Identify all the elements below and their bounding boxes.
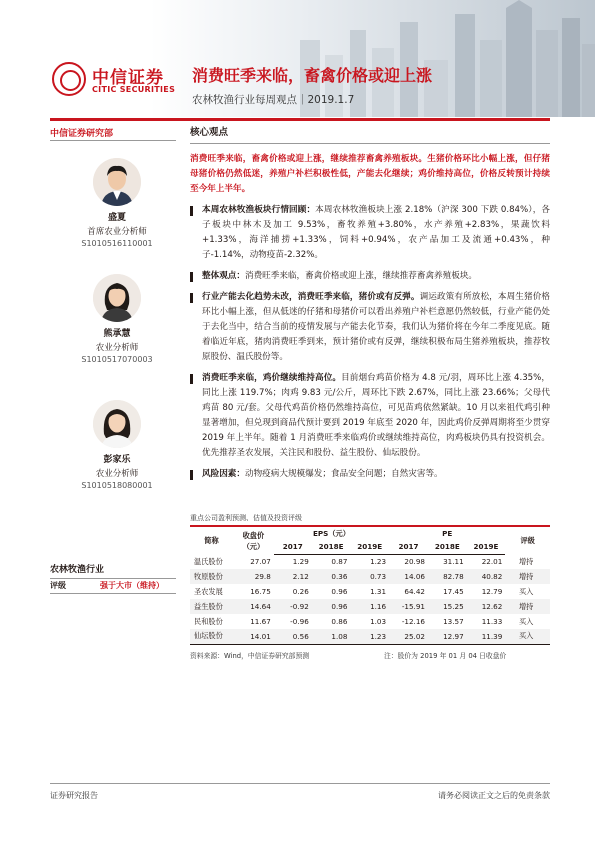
analyst-title: 首席农业分析师	[87, 227, 147, 237]
core-views-title: 核心观点	[190, 124, 550, 144]
paragraph-text: 目前烟台鸡苗价格为 4.8 元/羽，周环比上涨 4.35%，同比上涨 119.7%；肉鸡 9.83 元/公斤，周环比下跌 2.67%，同比上涨 23.66%；父母代鸡苗 80 元/套。父母代鸡苗价格仍然维持高位，可见苗鸡依然紧缺。10 月以来祖代鸡引种显著增加，但兑现到商品代预计要到 2019 年底至 2020 年，因此鸡价反弹周期将至少贯穿 2019 年上半年。随着 1 月消费旺季来临鸡价或继续维持高位，肉鸡板块仍具有投资机会。优先推荐圣农发展，关注民和股份、益生股份、仙坛股份。	[202, 373, 550, 458]
eps-cell: 0.36	[312, 569, 351, 584]
table-row	[190, 584, 550, 599]
research-department: 中信证券研究部	[50, 129, 114, 139]
core-summary: 消费旺季来临，畜禽价格或迎上涨，继续推荐畜禽养殖板块。生猪价格环比小幅上涨，但仔猪母猪价格仍然低迷，养殖户补栏积极性低，产能去化继续；鸡价维持高位，价格反转预计持续至今年上半年。	[190, 154, 550, 194]
rating-label: 评级	[50, 581, 66, 590]
paragraph-lead: 风险因素：	[202, 469, 245, 479]
footer-report-type: 证券研究报告	[50, 791, 98, 800]
company-name-cell: 仙坛股份	[190, 629, 233, 644]
paragraph-lead: 本周农林牧渔板块行情回顾：	[202, 205, 316, 215]
paragraph-lead: 行业产能去化趋势未改，消费旺季来临，猪价或有反弹。	[202, 292, 420, 302]
analyst-card	[54, 400, 180, 490]
pe-cell: 12.62	[467, 599, 506, 614]
analyst-title: 农业分析师	[95, 343, 139, 353]
pe-cell: 25.02	[389, 629, 428, 644]
industry-rating	[50, 580, 176, 591]
price-cell: 27.07	[250, 557, 271, 566]
eps-cell: -0.96	[290, 617, 309, 626]
year-header: 2018E	[312, 540, 351, 554]
price-cell: 16.75	[250, 587, 271, 596]
analyst-card	[54, 274, 180, 364]
table-note: 注：股价为 2019 年 01 月 04 日收盘价	[384, 652, 507, 660]
company-name-cell: 牧原股份	[190, 569, 233, 584]
eps-cell: 1.31	[370, 587, 387, 596]
year-header: 2017	[274, 540, 312, 554]
table-source: 资料来源：Wind，中信证券研究部预测	[190, 652, 310, 660]
bullet-marker	[190, 272, 193, 282]
department-divider	[50, 140, 176, 141]
table-row	[190, 569, 550, 584]
table-row	[190, 599, 550, 614]
pe-cell: 82.78	[428, 569, 467, 584]
pe-cell: -12.16	[401, 617, 425, 626]
year-header: 2019E	[350, 540, 389, 554]
pe-cell: 17.45	[443, 587, 464, 596]
eps-cell: 0.96	[312, 599, 351, 614]
rating-value: 强于大市（维持）	[100, 581, 164, 590]
eps-cell: 2.12	[274, 569, 312, 584]
header-name: 简称	[190, 526, 233, 554]
pe-cell: -15.91	[389, 599, 428, 614]
analyst-photo	[93, 400, 141, 448]
analyst-name: 盛夏	[107, 213, 126, 223]
paragraph-lead: 消费旺季来临，鸡价继续维持高位。	[202, 373, 342, 383]
paragraph-text: 本周农林牧渔板块上涨 2.18%（沪深 300 下跌 0.84%），各子板块中林木及加工 9.53%，畜牧养殖+3.80%，水产养殖+2.83%，果蔬饮料+1.33%，海洋捕捞+1.33%，饲料+0.94%，农产品加工及流通+0.43%，种子-1.14%，动物疫苗-2.32%。	[202, 205, 550, 260]
citic-logo-icon	[52, 62, 86, 96]
table-header-row	[190, 526, 550, 540]
pe-cell: 14.06	[389, 569, 428, 584]
company-name-cell: 圣农发展	[194, 586, 223, 596]
eps-cell: -0.92	[274, 599, 312, 614]
analyst-photo	[93, 274, 141, 322]
pe-cell: 22.01	[481, 557, 503, 567]
report-headline: 消费旺季来临，畜禽价格或迎上涨	[192, 66, 433, 85]
eps-cell: 0.56	[274, 629, 312, 644]
paragraph-lead: 整体观点：	[202, 271, 245, 281]
company-name-cell: 益生股份	[190, 599, 233, 614]
eps-cell: 0.86	[331, 617, 348, 626]
bullet-marker	[190, 206, 193, 216]
company-name-cell: 民和股份	[194, 616, 223, 626]
price-cell: 14.64	[233, 599, 274, 614]
price-cell: 29.8	[233, 569, 274, 584]
rating-cell: 买入	[518, 586, 534, 596]
analyst-license-id: S1010518080001	[81, 481, 153, 490]
logo-english-text: CITIC SECURITIES	[92, 85, 176, 94]
paragraph-text: 调运政策有所放松，本周生猪价格环比小幅上涨，但从低迷的仔猪和母猪价可以看出养殖户补栏意愿仍然较低，行业产能仍处于去化当中，结合当前的疫情发展与产能去化节奏，我们认为猪价将在今年二季度见底。随着临近年底，猪肉消费旺季到来，预计猪价或有反弹，继续积极布局生猪养殖板块，推荐牧原股份、温氏股份等。	[202, 292, 550, 362]
pe-cell: 64.42	[404, 587, 425, 596]
rating-cell: 增持	[518, 556, 534, 566]
analyst-card	[54, 158, 180, 248]
header-price: 收盘价 （元）	[233, 526, 274, 554]
rating-divider	[50, 593, 176, 594]
header-pe: PE	[389, 526, 505, 540]
pe-cell: 12.79	[481, 587, 503, 596]
paragraph-hog-price	[190, 290, 550, 365]
citic-securities-logo	[52, 62, 192, 102]
table-row	[190, 554, 550, 569]
eps-cell: 1.23	[370, 557, 387, 567]
pe-cell: 20.98	[404, 557, 425, 567]
rating-cell: 增持	[505, 569, 550, 584]
header-divider	[50, 118, 550, 121]
eps-cell: 1.03	[370, 617, 387, 626]
year-header: 2017	[389, 540, 428, 554]
analyst-title: 农业分析师	[95, 469, 139, 479]
price-cell: 11.67	[250, 617, 271, 626]
year-header: 2019E	[467, 540, 506, 554]
eps-cell: 1.16	[350, 599, 389, 614]
core-views-section	[190, 124, 550, 482]
analyst-name: 彭家乐	[103, 455, 131, 465]
earnings-forecast-table	[190, 525, 550, 645]
bullet-marker	[190, 293, 193, 303]
header-rating: 评级	[505, 526, 550, 554]
footer-disclaimer: 请务必阅读正文之后的免责条款	[438, 791, 550, 800]
paragraph-overall-view	[190, 269, 550, 284]
bullet-marker	[190, 470, 193, 480]
paragraph-text: 消费旺季来临，畜禽价格或迎上涨，继续推荐畜禽养殖板块。	[244, 271, 478, 281]
eps-cell: 0.87	[331, 557, 348, 567]
report-header	[0, 0, 595, 117]
pe-cell: 12.97	[428, 629, 467, 644]
report-subtitle: 农林牧渔行业每周观点｜2019.1.7	[192, 94, 355, 106]
industry-name: 农林牧渔行业	[50, 562, 176, 579]
male-avatar-icon	[93, 158, 141, 206]
female-avatar-icon	[93, 274, 141, 322]
analyst-photo	[93, 158, 141, 206]
table-title: 重点公司盈利预测、估值及投资评级	[190, 514, 302, 522]
logo-chinese-text: 中信证券	[92, 68, 164, 88]
company-name-cell: 温氏股份	[194, 556, 223, 566]
table-row	[190, 614, 550, 629]
pe-cell: 11.39	[467, 629, 506, 644]
rating-cell: 增持	[505, 599, 550, 614]
pe-cell: 31.11	[443, 557, 464, 567]
analyst-license-id: S1010516110001	[81, 239, 153, 248]
eps-cell: 0.73	[350, 569, 389, 584]
analyst-license-id: S1010517070003	[81, 355, 153, 364]
pe-cell: 15.25	[428, 599, 467, 614]
footer-divider	[50, 783, 550, 784]
year-header: 2018E	[428, 540, 467, 554]
rating-cell: 买入	[518, 616, 534, 626]
paragraph-market-review	[190, 203, 550, 263]
price-cell: 14.01	[233, 629, 274, 644]
pe-cell: 11.33	[481, 617, 503, 626]
rating-cell: 买入	[505, 629, 550, 644]
eps-cell: 1.23	[350, 629, 389, 644]
paragraph-chicken-price	[190, 371, 550, 461]
table-row	[190, 629, 550, 644]
paragraph-risk-factors	[190, 467, 550, 482]
eps-cell: 1.08	[312, 629, 351, 644]
eps-cell: 0.96	[331, 587, 348, 596]
bullet-marker	[190, 374, 193, 384]
paragraph-text: 动物疫病大规模爆发；食品安全问题；自然灾害等。	[244, 469, 443, 479]
analyst-name: 熊承慧	[103, 329, 131, 339]
eps-cell: 0.26	[292, 587, 309, 596]
header-eps: EPS（元）	[274, 526, 389, 540]
female-avatar-icon	[93, 400, 141, 448]
eps-cell: 1.29	[292, 557, 309, 567]
pe-cell: 13.57	[443, 617, 464, 626]
pe-cell: 40.82	[467, 569, 506, 584]
